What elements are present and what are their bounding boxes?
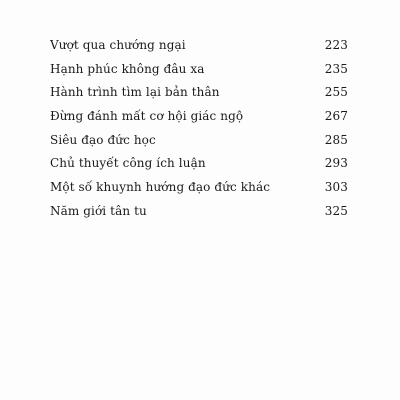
toc-entry-page: 223 — [324, 38, 348, 52]
toc-entry-page: 325 — [324, 203, 348, 218]
toc-entry — [50, 176, 348, 200]
toc-entry — [50, 129, 348, 153]
table-of-contents — [50, 34, 348, 224]
toc-entry-page: 255 — [324, 85, 348, 100]
toc-entry — [50, 200, 348, 224]
toc-entry-title: Chủ thuyết công ích luận — [50, 156, 206, 171]
toc-entry-page: 235 — [324, 61, 348, 76]
toc-entry-title: Một số khuynh hướng đạo đức khác — [50, 180, 271, 195]
toc-entry — [50, 152, 348, 176]
toc-entry-title: Vượt qua chướng ngại — [50, 38, 186, 52]
toc-entry-title: Đừng đánh mất cơ hội giác ngộ — [50, 109, 244, 124]
toc-entry-title: Hạnh phúc không đâu xa — [50, 61, 205, 76]
toc-entry-page: 267 — [324, 109, 348, 124]
toc-entry-page: 303 — [324, 180, 348, 195]
toc-entry-page: 285 — [324, 132, 348, 147]
toc-entry-title: Hành trình tìm lại bản thân — [50, 85, 220, 100]
toc-entry-page: 293 — [324, 156, 348, 171]
toc-entry — [50, 34, 348, 58]
toc-entry — [50, 105, 348, 129]
toc-entry-title: Siêu đạo đức học — [50, 132, 156, 147]
toc-entry — [50, 58, 348, 82]
toc-entry-title: Năm giới tân tu — [50, 203, 147, 218]
toc-entry — [50, 81, 348, 105]
